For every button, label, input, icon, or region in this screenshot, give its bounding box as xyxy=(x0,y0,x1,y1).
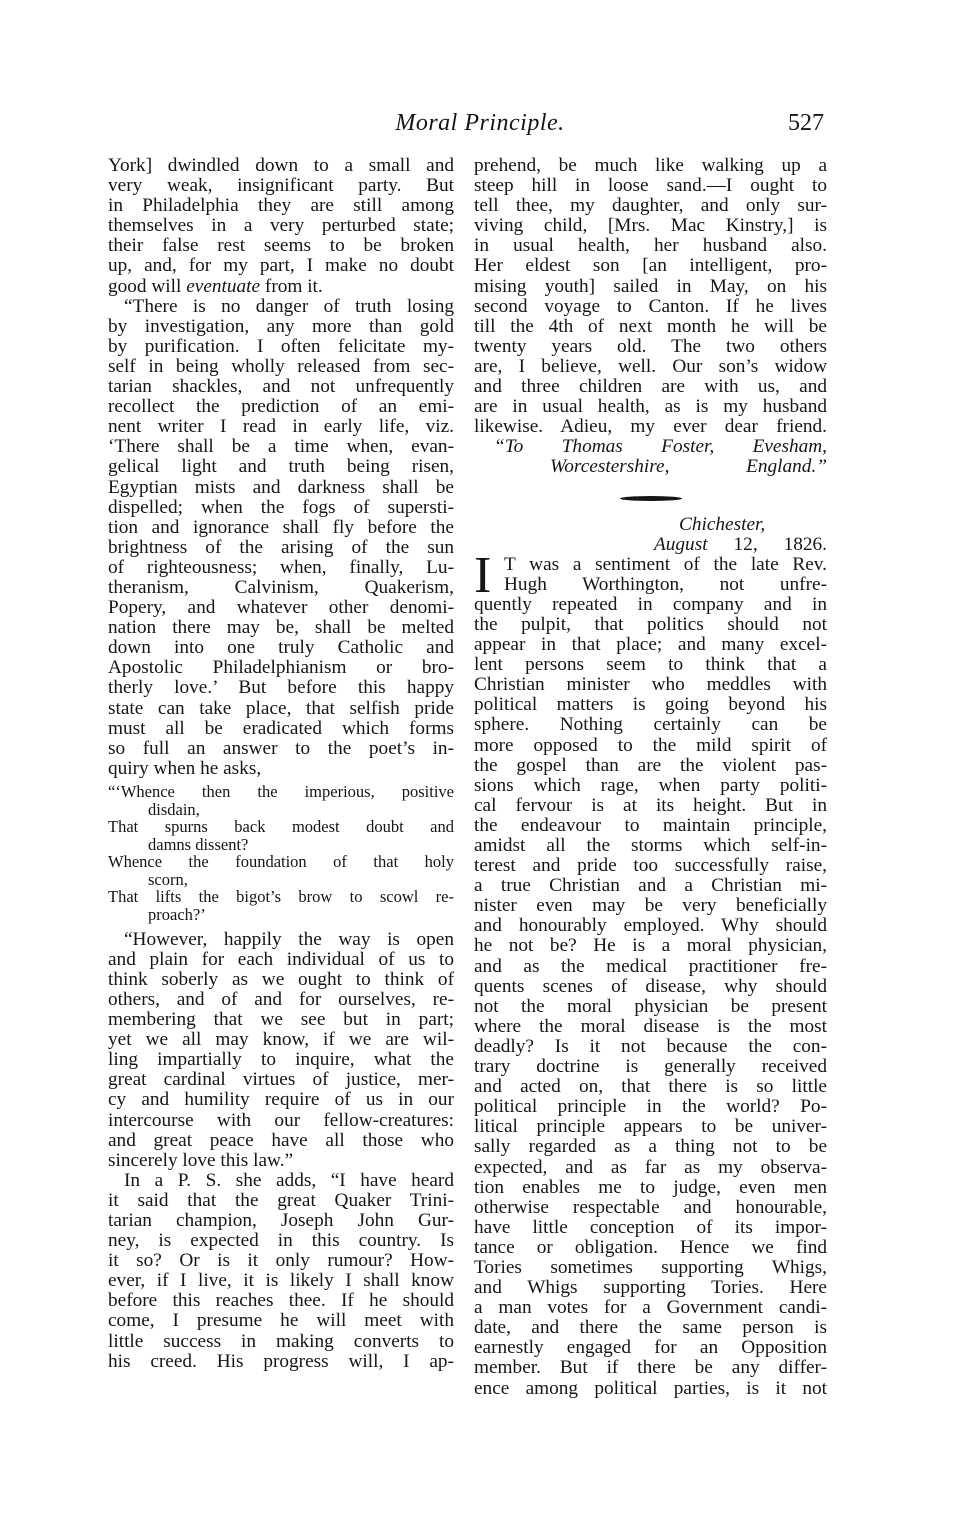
text-line: the endeavour to maintain principle, xyxy=(474,814,827,836)
text-line: date, and there the same person is xyxy=(474,1317,827,1339)
text-line: T was a sentiment of the late Rev. xyxy=(504,553,827,575)
text-line: member. But if there be any differ- xyxy=(474,1357,827,1379)
text-line: “There is no danger of truth losing xyxy=(124,295,454,317)
text-line: Egyptian mists and darkness shall be xyxy=(108,476,454,498)
text-line: till the 4th of next month he will be xyxy=(474,315,827,337)
text-line: appear in that place; and many excel- xyxy=(474,634,827,656)
text-line: ence among political parties, is it not xyxy=(474,1377,827,1399)
text-line: up, and, for my part, I make no doubt xyxy=(108,255,454,277)
text-line: quents scenes of disease, why should xyxy=(474,975,827,997)
page-number: 527 xyxy=(788,110,824,136)
text-line: so full an answer to the poet’s in- xyxy=(108,737,454,759)
text-line: very weak, insignificant party. But xyxy=(108,175,454,197)
letter-place: Chichester, xyxy=(679,513,766,535)
text-line: a man votes for a Government candi- xyxy=(474,1297,827,1319)
verse-quotation xyxy=(108,783,454,924)
text-line: the pulpit, that politics should not xyxy=(474,613,827,635)
text-line: ney, is expected in this country. Is xyxy=(108,1230,454,1252)
text-line: it said that the great Quaker Trini- xyxy=(108,1189,454,1211)
text-line: by purification. I often felicitate my- xyxy=(108,335,454,357)
text-line: sphere. Nothing certainly can be xyxy=(474,714,827,736)
text-line: tell thee, my daughter, and only sur- xyxy=(474,195,827,217)
text-line: and great peace have all those who xyxy=(108,1129,454,1151)
right-column xyxy=(474,156,827,1399)
text-line: by investigation, any more than gold xyxy=(108,315,454,337)
drop-cap: I xyxy=(474,546,492,604)
text-line: themselves in a very perturbed state; xyxy=(108,215,454,237)
text-line: nister even may be very beneficially xyxy=(474,895,827,917)
letter-date-month: August xyxy=(654,533,708,555)
text-line: Christian minister who meddles with xyxy=(474,674,827,696)
text-line: likewise. Adieu, my ever dear friend. xyxy=(474,416,827,438)
text-line: therly love.’ But before this happy xyxy=(108,677,454,699)
text-line: membering that we see but in part; xyxy=(108,1009,454,1031)
text-line: think soberly as we ought to think of xyxy=(108,968,454,990)
text-line: quently repeated in company and in xyxy=(474,593,827,615)
text-line: trary doctrine is generally received xyxy=(474,1056,827,1078)
text-line: mising youth] sailed in May, on his xyxy=(474,275,827,297)
verse-line: damns dissent? xyxy=(148,834,249,854)
text-line: tion enables me to judge, even men xyxy=(474,1176,827,1198)
text-line: more opposed to the mild spirit of xyxy=(474,734,827,756)
left-column xyxy=(108,156,454,1372)
letter-date xyxy=(474,535,827,555)
verse-line: scorn, xyxy=(148,869,188,889)
text-line: second voyage to Canton. If he lives xyxy=(474,295,827,317)
text-line: before this reaches thee. If he should xyxy=(108,1290,454,1312)
text-line: and three children are with us, and xyxy=(474,376,827,398)
text-line: tance or obligation. Hence we find xyxy=(474,1236,827,1258)
text-line: nent writer I read in early life, viz. xyxy=(108,416,454,438)
text-line: political principle in the world? Po- xyxy=(474,1096,827,1118)
text-line: self in being wholly released from sec- xyxy=(108,355,454,377)
text-line: down into one truly Catholic and xyxy=(108,637,454,659)
text-line: yet we all may know, if we are wil- xyxy=(108,1029,454,1051)
text-line: Tories sometimes supporting Whigs, xyxy=(474,1256,827,1278)
text-line: others, and of and for ourselves, re- xyxy=(108,988,454,1010)
text-line: ever, if I live, it is likely I shall know xyxy=(108,1270,454,1292)
letter-address-line: “To Thomas Foster, Evesham, xyxy=(494,436,827,458)
letter-body xyxy=(474,546,827,1399)
text-line: of righteousness; when, finally, Lu- xyxy=(108,556,454,578)
text-line: intercourse with our fellow-creatures: xyxy=(108,1109,454,1131)
text-line: expected, and as far as my observa- xyxy=(474,1156,827,1178)
text-line: the gospel than are the violent pas- xyxy=(474,754,827,776)
text-line: Popery, and whatever other denomi- xyxy=(108,597,454,619)
verse-line: Whence the foundation of that holy xyxy=(108,852,454,872)
emphasis: eventuate xyxy=(186,275,261,297)
text-line: otherwise respectable and honourable, xyxy=(474,1196,827,1218)
text-line: political matters is going beyond his xyxy=(474,694,827,716)
text-line: terest and pride too successfully raise, xyxy=(474,855,827,877)
text-line: not the moral physician be present xyxy=(474,995,827,1017)
text-line: earnestly engaged for an Opposition xyxy=(474,1337,827,1359)
letter-date-rest: 12, 1826. xyxy=(733,533,827,555)
text-line: cy and humility require of us in our xyxy=(108,1089,454,1111)
text-line: and as the medical practitioner fre- xyxy=(474,955,827,977)
text-line: and plain for each individual of us to xyxy=(108,948,454,970)
text-line: great cardinal virtues of justice, mer- xyxy=(108,1069,454,1091)
text-line: in usual health, her husband also. xyxy=(474,235,827,257)
text-line: sincerely love this law.” xyxy=(108,1149,294,1171)
text-line: In a P. S. she adds, “I have heard xyxy=(124,1169,454,1191)
letter-address-line: Worcestershire, England.” xyxy=(550,456,827,478)
text-line: lent persons seem to think that a xyxy=(474,654,827,676)
text-line: brightness of the arising of the sun xyxy=(108,536,454,558)
text-line: where the moral disease is the most xyxy=(474,1015,827,1037)
text-line: litical principle appears to be univer- xyxy=(474,1116,827,1138)
text-line: tarian champion, Joseph John Gur- xyxy=(108,1209,454,1231)
text-line: and Whigs supporting Tories. Here xyxy=(474,1277,827,1299)
text-line: in Philadelphia they are still among xyxy=(108,195,454,217)
verse-line: That lifts the bigot’s brow to scowl re- xyxy=(108,887,454,907)
text-line: recollect the prediction of an emi- xyxy=(108,396,454,418)
text-line: sally regarded as a thing not to be xyxy=(474,1136,827,1158)
text-line: sions which rage, when party politi- xyxy=(474,774,827,796)
text-line: his creed. His progress will, I ap- xyxy=(108,1350,454,1372)
text-line: quiry when he asks, xyxy=(108,757,262,779)
text-line: state can take place, that selfish pride xyxy=(108,697,454,719)
text-line: have little conception of its impor- xyxy=(474,1216,827,1238)
text-line: deadly? Is it not because the con- xyxy=(474,1035,827,1057)
text-line: prehend, be much like walking up a xyxy=(474,155,827,176)
text-line: and honourably employed. Why should xyxy=(474,915,827,937)
verse-line: That spurns back modest doubt and xyxy=(108,817,454,837)
verse-line: “‘Whence then the imperious, positive xyxy=(108,781,454,801)
text-line: and acted on, that there is so little xyxy=(474,1076,827,1098)
text-line: dispelled; when the fogs of supersti- xyxy=(108,496,454,518)
text-line: ling impartially to inquire, what the xyxy=(108,1049,454,1071)
text-line: steep hill in loose sand.—I ought to xyxy=(474,175,827,197)
text-line: theranism, Calvinism, Quakerism, xyxy=(108,576,454,598)
text-line: he not be? He is a moral physician, xyxy=(474,935,827,957)
verse-line: proach?’ xyxy=(148,905,206,925)
text-line: must all be eradicated which forms xyxy=(108,717,454,739)
text-line: gelical light and truth being risen, xyxy=(108,456,454,478)
text-line: “However, happily the way is open xyxy=(124,928,454,950)
text-line: a true Christian and a Christian mi- xyxy=(474,875,827,897)
text-line: are, I believe, well. Our son’s widow xyxy=(474,355,827,377)
text-line: cal fervour is at its height. But in xyxy=(474,794,827,816)
text-line: amidst all the storms which self-in- xyxy=(474,835,827,856)
text-line: it so? Or is it only rumour? How- xyxy=(108,1250,454,1272)
text-line: little success in making converts to xyxy=(108,1330,454,1352)
text-line: tion and ignorance shall fly before the xyxy=(108,516,454,538)
text-line: come, I presume he will meet with xyxy=(108,1310,454,1332)
text-line: Hugh Worthington, not unfre- xyxy=(504,573,827,595)
section-divider xyxy=(620,496,682,501)
text-line: Her eldest son [an intelligent, pro- xyxy=(474,255,827,277)
text-line: Apostolic Philadelphianism or bro- xyxy=(108,657,454,679)
text-line: viving child, [Mrs. Mac Kinstry,] is xyxy=(474,215,827,237)
text-line: good will eventuate from it. xyxy=(108,275,323,297)
running-head-title: Moral Principle. xyxy=(395,110,565,136)
text-line: their false rest seems to be broken xyxy=(108,235,454,257)
text-line: York] dwindled down to a small and xyxy=(108,155,454,176)
text-line: ‘There shall be a time when, evan- xyxy=(108,436,454,458)
text-line: nation there may be, shall be melted xyxy=(108,617,454,639)
verse-line: disdain, xyxy=(148,799,200,819)
text-line: tarian shackles, and not unfrequently xyxy=(108,376,454,398)
text-line: are in usual health, as is my husband xyxy=(474,396,827,418)
text-line: twenty years old. The two others xyxy=(474,335,827,357)
